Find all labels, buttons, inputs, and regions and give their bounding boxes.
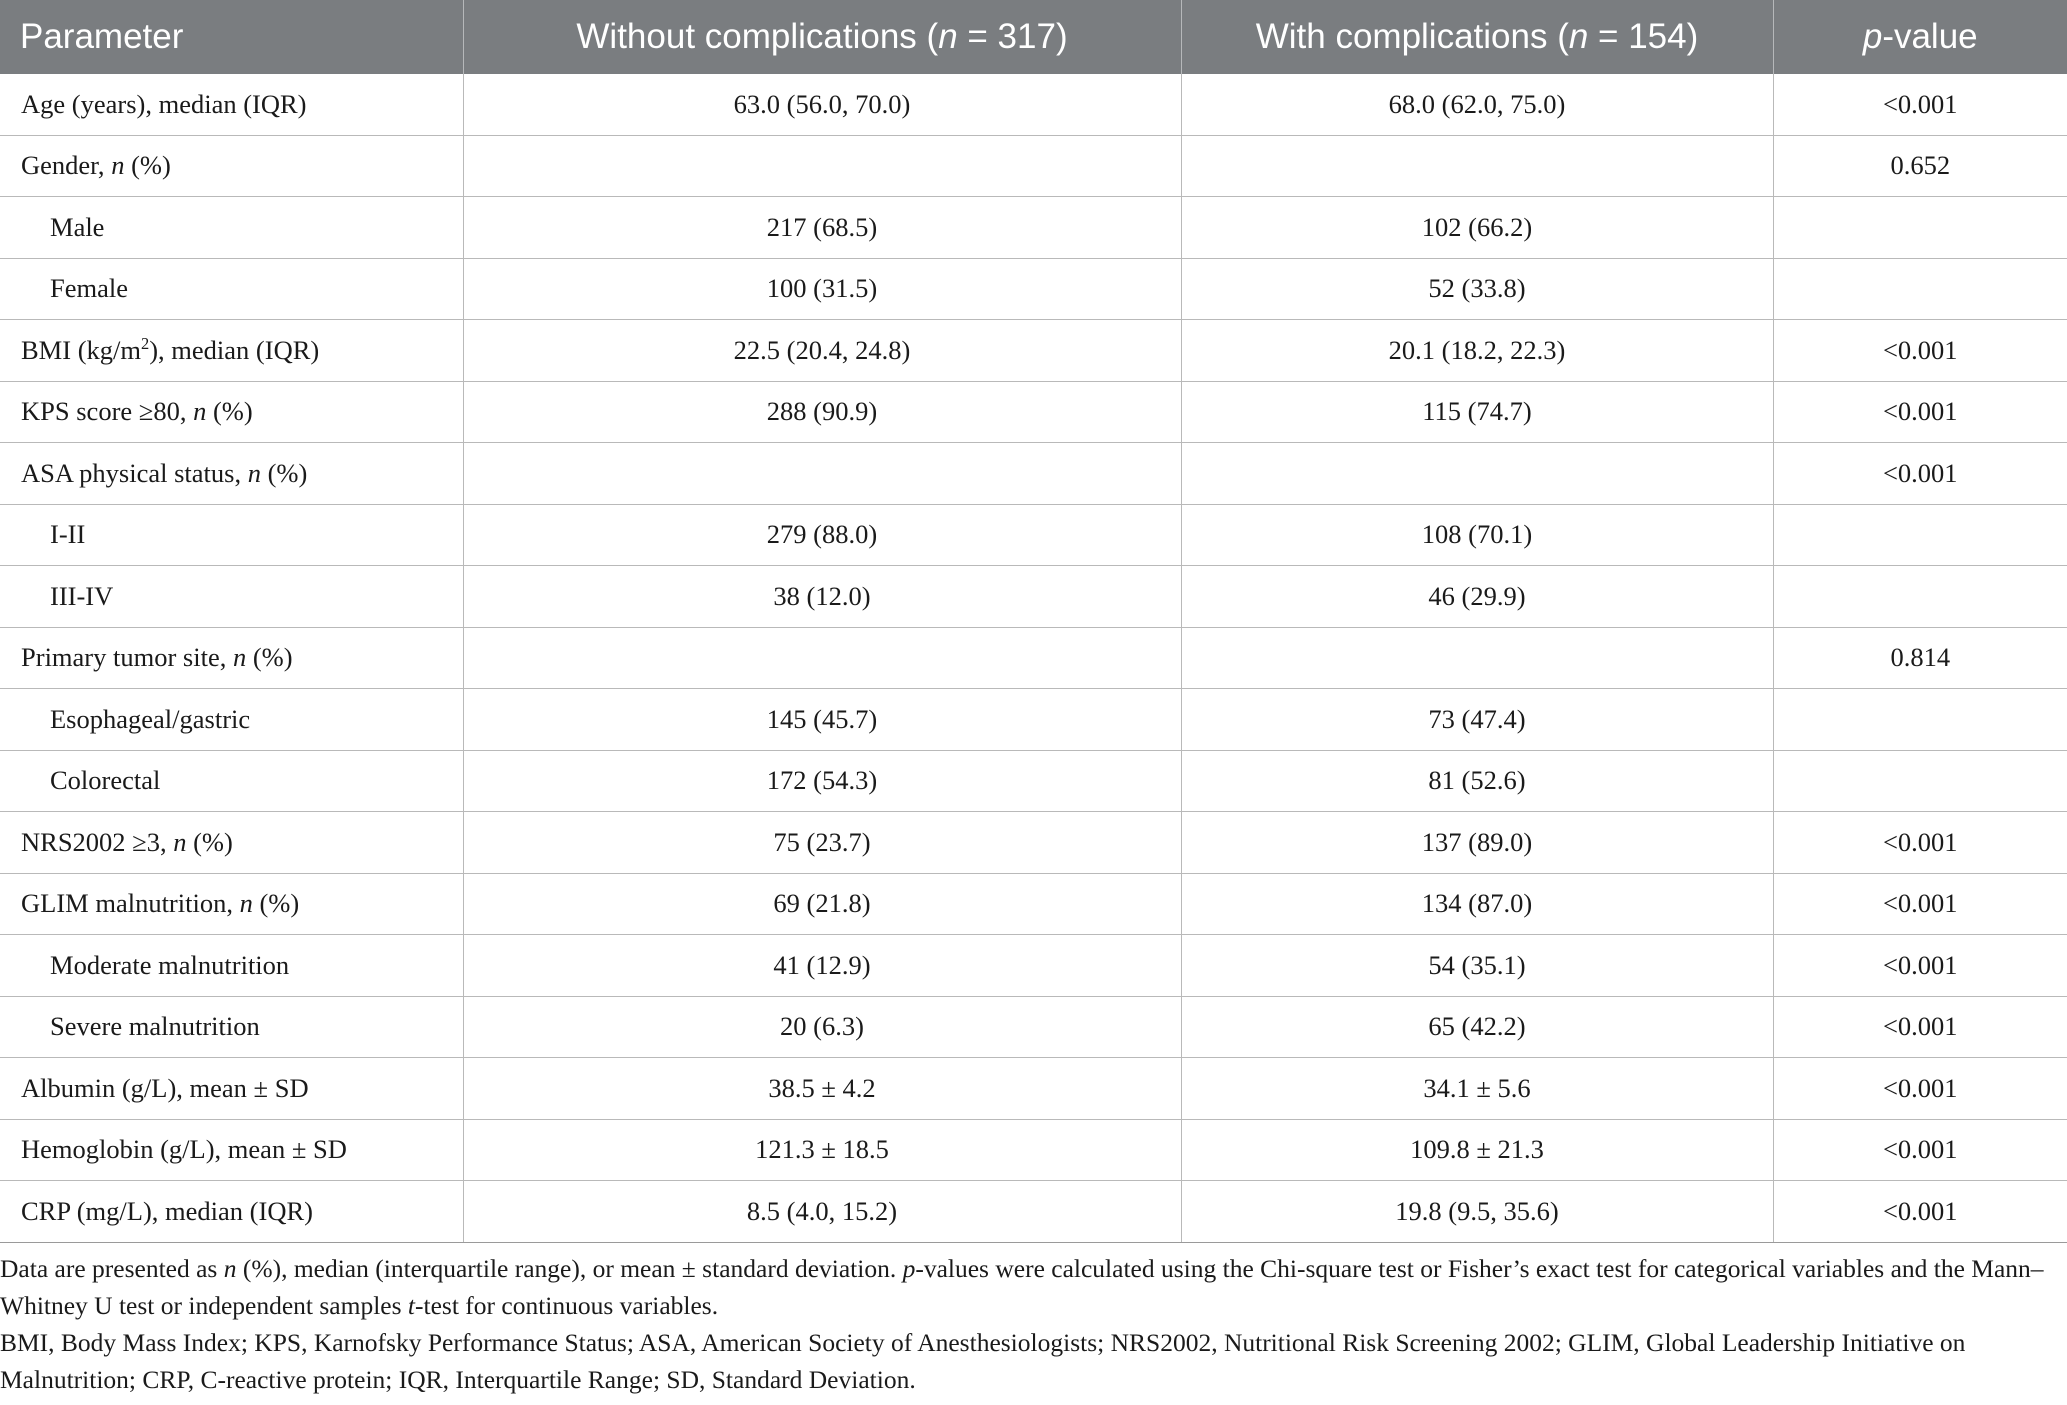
row-label: Albumin (g/L), mean ± SD (0, 1058, 463, 1120)
row-label-text: (%) (206, 396, 253, 427)
row-label-text: ASA physical status, (21, 457, 248, 488)
table-row (0, 935, 2067, 997)
cell-without-complications (463, 627, 1181, 689)
header-group2-value: = 154) (1588, 17, 1699, 56)
row-label-text: ), median (IQR) (149, 334, 320, 365)
header-p-suffix: -value (1882, 17, 1978, 56)
cell-without-complications: 100 (31.5) (463, 258, 1181, 320)
cell-with-complications (1181, 443, 1773, 505)
cell-without-complications: 121.3 ± 18.5 (463, 1119, 1181, 1181)
row-label-italic: n (247, 457, 261, 488)
table-row (0, 689, 2067, 751)
table-row (0, 443, 2067, 505)
cell-p-value: 0.652 (1773, 135, 2067, 197)
header-without-complications (463, 0, 1181, 74)
cell-p-value: <0.001 (1773, 935, 2067, 997)
footnote-italic-p: p (902, 1254, 916, 1283)
cell-p-value: <0.001 (1773, 74, 2067, 135)
cell-without-complications (463, 443, 1181, 505)
row-label: Severe malnutrition (0, 996, 463, 1058)
footnote-methods (0, 1250, 2050, 1324)
table-row (0, 1181, 2067, 1243)
row-label-text: NRS2002 ≥3, (21, 826, 174, 857)
table-row (0, 1058, 2067, 1120)
row-label (0, 381, 463, 443)
table-body (0, 74, 2067, 1242)
cell-with-complications: 102 (66.2) (1181, 197, 1773, 259)
row-label: Female (0, 258, 463, 320)
cell-p-value: <0.001 (1773, 320, 2067, 382)
row-label: Esophageal/gastric (0, 689, 463, 751)
cell-with-complications: 115 (74.7) (1181, 381, 1773, 443)
row-label-text: KPS score ≥80, (21, 396, 194, 427)
cell-with-complications (1181, 135, 1773, 197)
cell-p-value: <0.001 (1773, 996, 2067, 1058)
row-label: I-II (0, 504, 463, 566)
row-label-text: (%) (252, 888, 300, 919)
cell-without-complications: 279 (88.0) (463, 504, 1181, 566)
cell-p-value: <0.001 (1773, 381, 2067, 443)
cell-without-complications: 63.0 (56.0, 70.0) (463, 74, 1181, 135)
footnote-italic-n: n (223, 1254, 237, 1283)
cell-without-complications: 75 (23.7) (463, 812, 1181, 874)
row-label: Age (years), median (IQR) (0, 74, 463, 135)
cell-without-complications: 38 (12.0) (463, 566, 1181, 628)
cell-without-complications: 20 (6.3) (463, 996, 1181, 1058)
header-with-complications (1181, 0, 1773, 74)
cell-p-value (1773, 258, 2067, 320)
cell-with-complications: 46 (29.9) (1181, 566, 1773, 628)
row-label-text: GLIM malnutrition, (21, 888, 240, 919)
row-label-italic: n (239, 888, 253, 919)
table-row (0, 381, 2067, 443)
cell-without-complications: 145 (45.7) (463, 689, 1181, 751)
header-group2-n: n (1568, 17, 1589, 56)
header-group1-n: n (938, 17, 958, 56)
row-label-superscript: 2 (141, 333, 150, 353)
cell-p-value: <0.001 (1773, 1058, 2067, 1120)
footnote-text: -test for continuous variables. (415, 1291, 719, 1320)
table-row (0, 627, 2067, 689)
header-group1-value: = 317) (957, 17, 1068, 56)
footnote-italic-t: t (407, 1291, 415, 1320)
footnote-text: -values were calculated using the Chi-square test or Fisher’s exact test for categorical variables and the Mann–Whitney U test or independent samples (0, 1254, 2044, 1320)
cell-with-complications: 52 (33.8) (1181, 258, 1773, 320)
table-row (0, 812, 2067, 874)
table-row (0, 320, 2067, 382)
cell-p-value: 0.814 (1773, 627, 2067, 689)
table-row (0, 1119, 2067, 1181)
row-label (0, 627, 463, 689)
cell-with-complications: 54 (35.1) (1181, 935, 1773, 997)
cell-p-value: <0.001 (1773, 1181, 2067, 1243)
cell-without-complications: 38.5 ± 4.2 (463, 1058, 1181, 1120)
cell-without-complications: 172 (54.3) (463, 750, 1181, 812)
cell-with-complications: 19.8 (9.5, 35.6) (1181, 1181, 1773, 1243)
cell-p-value: <0.001 (1773, 443, 2067, 505)
table-footnotes (0, 1250, 2050, 1398)
row-label-text: Gender, (21, 150, 112, 181)
cell-without-complications: 41 (12.9) (463, 935, 1181, 997)
row-label (0, 873, 463, 935)
header-parameter-text: Parameter (20, 17, 184, 56)
cell-with-complications: 65 (42.2) (1181, 996, 1773, 1058)
table-row (0, 258, 2067, 320)
header-group2-prefix: With complications ( (1255, 17, 1569, 56)
header-p-symbol: p (1862, 17, 1883, 56)
header-p-value (1773, 0, 2067, 74)
cell-p-value (1773, 750, 2067, 812)
row-label: CRP (mg/L), median (IQR) (0, 1181, 463, 1243)
row-label-text: BMI (kg/m (21, 334, 141, 365)
row-label (0, 812, 463, 874)
cell-without-complications: 69 (21.8) (463, 873, 1181, 935)
row-label-text: (%) (124, 150, 171, 181)
row-label (0, 135, 463, 197)
footnote-text: Data are presented as (0, 1254, 224, 1283)
cell-with-complications: 108 (70.1) (1181, 504, 1773, 566)
table-row (0, 873, 2067, 935)
cell-p-value (1773, 689, 2067, 751)
table-row (0, 135, 2067, 197)
cell-with-complications: 73 (47.4) (1181, 689, 1773, 751)
row-label-italic: n (232, 642, 247, 673)
table-row (0, 74, 2067, 135)
cell-with-complications: 68.0 (62.0, 75.0) (1181, 74, 1773, 135)
row-label-italic: n (193, 396, 207, 427)
row-label: III-IV (0, 566, 463, 628)
header-parameter (0, 0, 463, 74)
cell-p-value (1773, 197, 2067, 259)
cell-without-complications: 217 (68.5) (463, 197, 1181, 259)
footnote-text: (%), median (interquartile range), or mean ± standard deviation. (236, 1254, 903, 1283)
header-row (0, 0, 2067, 74)
cell-without-complications (463, 135, 1181, 197)
row-label (0, 443, 463, 505)
row-label (0, 320, 463, 382)
row-label-text: (%) (186, 826, 233, 857)
cell-with-complications: 134 (87.0) (1181, 873, 1773, 935)
footnote-abbreviations: BMI, Body Mass Index; KPS, Karnofsky Performance Status; ASA, American Society of Anesthesiologists; NRS2002, Nutritional Risk Screening 2002; GLIM, Global Leadership Initiative on Malnutrition; CRP, C-reactive protein; IQR, Interquartile Range; SD, Standard Deviation. (0, 1328, 1966, 1394)
table-row (0, 566, 2067, 628)
cell-with-complications: 20.1 (18.2, 22.3) (1181, 320, 1773, 382)
cell-p-value: <0.001 (1773, 1119, 2067, 1181)
row-label: Male (0, 197, 463, 259)
cell-with-complications: 81 (52.6) (1181, 750, 1773, 812)
table-row (0, 197, 2067, 259)
table-header (0, 0, 2067, 74)
cell-p-value (1773, 504, 2067, 566)
row-label-italic: n (173, 826, 187, 857)
cell-without-complications: 288 (90.9) (463, 381, 1181, 443)
header-group1-prefix: Without complications ( (576, 17, 939, 56)
row-label-italic: n (111, 150, 125, 181)
row-label: Colorectal (0, 750, 463, 812)
table-row (0, 996, 2067, 1058)
cell-without-complications: 8.5 (4.0, 15.2) (463, 1181, 1181, 1243)
table-row (0, 750, 2067, 812)
cell-p-value: <0.001 (1773, 873, 2067, 935)
table-row (0, 504, 2067, 566)
row-label-text: (%) (246, 642, 293, 673)
cell-p-value: <0.001 (1773, 812, 2067, 874)
row-label-text: Primary tumor site, (21, 642, 233, 673)
cell-with-complications: 137 (89.0) (1181, 812, 1773, 874)
cell-p-value (1773, 566, 2067, 628)
row-label: Hemoglobin (g/L), mean ± SD (0, 1119, 463, 1181)
cell-with-complications (1181, 627, 1773, 689)
cell-with-complications: 34.1 ± 5.6 (1181, 1058, 1773, 1120)
cell-with-complications: 109.8 ± 21.3 (1181, 1119, 1773, 1181)
row-label: Moderate malnutrition (0, 935, 463, 997)
row-label-text: (%) (260, 457, 308, 488)
cell-without-complications: 22.5 (20.4, 24.8) (463, 320, 1181, 382)
